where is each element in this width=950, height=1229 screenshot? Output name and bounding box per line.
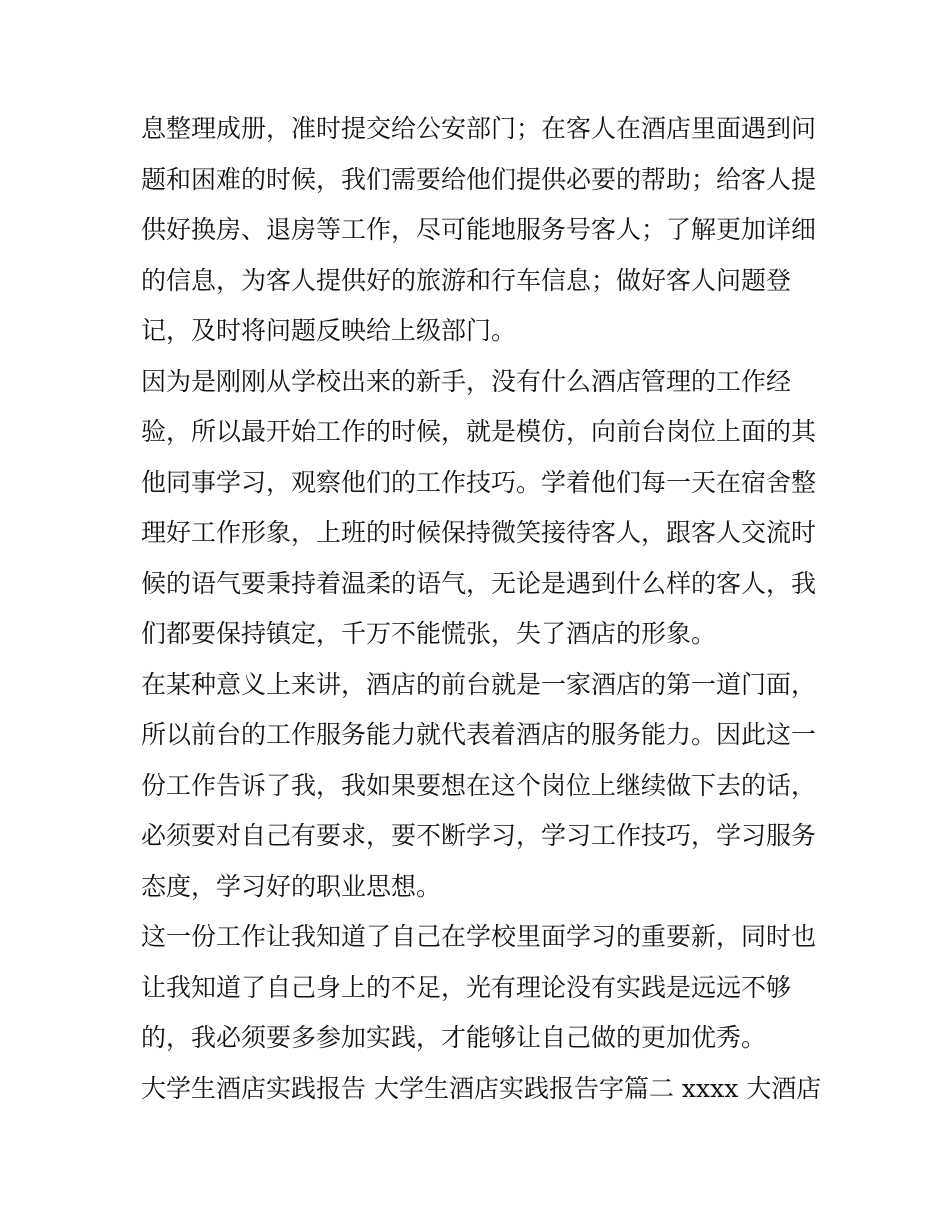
text-line-18: 让我知道了自己身上的不足，光有理论没有实践是远远不够 [141, 972, 792, 1002]
text-line-15: 必须要对自己有要求，要不断学习，学习工作技巧，学习服务 [141, 821, 817, 850]
text-line-14: 份工作告诉了我，我如果要想在这个岗位上继续做下去的话， [141, 770, 817, 800]
text-line-20: 大学生酒店实践报告 大学生酒店实践报告字篇二 xxxx 大酒店 [141, 1073, 822, 1103]
text-line-17: 这一份工作让我知道了自己在学校里面学习的重要新，同时也 [141, 922, 817, 951]
text-line-11: 们都要保持镇定，千万不能慌张，失了酒店的形象。 [141, 619, 717, 648]
text-line-4: 的信息，为客人提供好的旅游和行车信息；做好客人问题登 [141, 265, 792, 295]
text-line-13: 所以前台的工作服务能力就代表着酒店的服务能力。因此这一 [141, 720, 817, 749]
document-body [141, 104, 822, 1114]
text-line-6: 因为是刚刚从学校出来的新手，没有什么酒店管理的工作经 [141, 366, 792, 396]
text-line-7: 验，所以最开始工作的时候，就是模仿，向前台岗位上面的其 [141, 417, 817, 446]
text-line-5: 记，及时将问题反映给上级部门。 [141, 316, 517, 345]
text-line-10: 候的语气要秉持着温柔的语气，无论是遇到什么样的客人，我 [141, 568, 817, 598]
text-line-2: 题和困难的时候，我们需要给他们提供必要的帮助；给客人提 [141, 164, 817, 194]
text-line-16: 态度，学习好的职业思想。 [141, 871, 442, 901]
text-line-3: 供好换房、退房等工作，尽可能地服务号客人；了解更加详细 [141, 215, 817, 244]
text-line-8: 他同事学习，观察他们的工作技巧。学着他们每一天在宿舍整 [141, 467, 817, 497]
text-line-9: 理好工作形象，上班的时候保持微笑接待客人，跟客人交流时 [141, 518, 817, 547]
text-line-12: 在某种意义上来讲，酒店的前台就是一家酒店的第一道门面， [141, 669, 817, 699]
text-line-19: 的，我必须要多参加实践，才能够让自己做的更加优秀。 [141, 1023, 767, 1052]
text-line-1: 息整理成册，准时提交给公安部门；在客人在酒店里面遇到问 [141, 114, 817, 143]
